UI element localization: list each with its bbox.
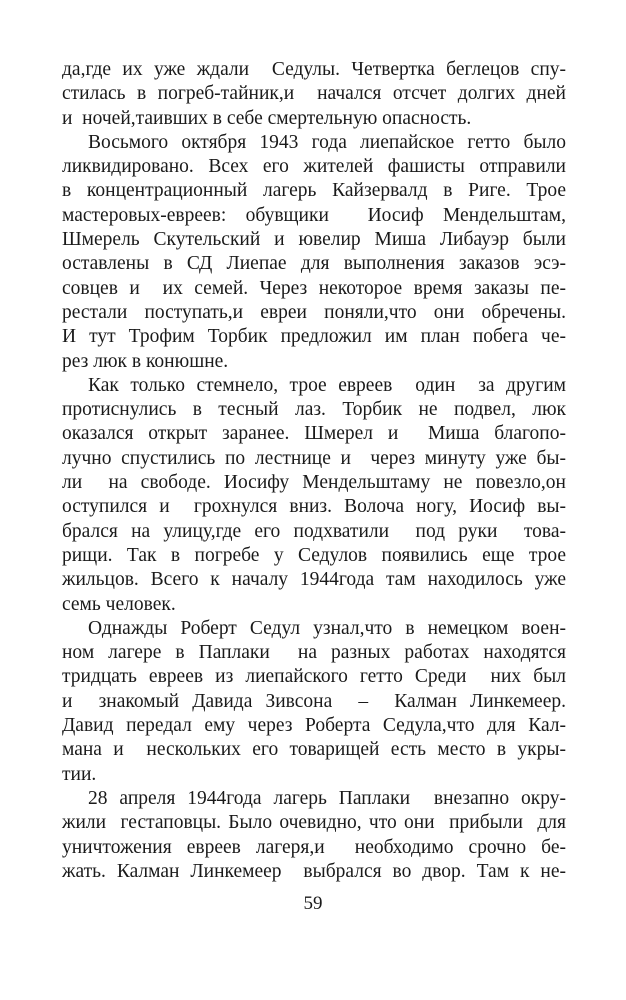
text-line: Однажды Роберт Седул узнал,что в немецком воен-: [88, 617, 566, 639]
text-line: Шмерель Скутельский и ювелир Миша Либауэр были: [62, 229, 566, 251]
text-line: в концентрационный лагерь Кайзервалд в Риге. Трое: [62, 180, 566, 202]
text-line: да,где их уже ждали Седулы. Четвертка беглецов спу-: [62, 59, 566, 80]
text-line: мастеровых-евреев: обувщики Иосиф Мендельштам,: [62, 204, 566, 226]
text-line: уничтожения евреев лагеря,и необходимо срочно бе-: [62, 836, 566, 858]
text-line: 28 апреля 1944года лагерь Паплаки внезапно окру-: [88, 787, 566, 809]
text-line: рищи. Так в погребе у Седулов появились еще трое: [62, 544, 566, 566]
text-line: оказался открыт заранее. Шмерел и Миша благопо-: [62, 423, 566, 445]
text-line: оставлены в СД Лиепае для выполнения заказов эсэ-: [62, 253, 566, 275]
text-line: протиснулись в тесный лаз. Торбик не подвел, люк: [62, 399, 566, 421]
text-line: И тут Трофим Торбик предложил им план побега че-: [62, 326, 566, 348]
text-line: ном лагере в Паплаки на разных работах находятся: [62, 642, 566, 664]
text-line: Восьмого октября 1943 года лиепайское гетто было: [88, 131, 566, 153]
text-line: семь человек.: [62, 593, 176, 615]
text-line: и ночей,таивших в себе смертельную опасность.: [62, 107, 472, 129]
text-line: жать. Калман Линкемеер выбрался во двор. Там к не-: [62, 860, 566, 882]
text-line: рез люк в конюшне.: [62, 350, 229, 372]
text-line: тии.: [62, 763, 97, 785]
body-text: [62, 58, 566, 884]
text-line: стилась в погреб-тайник,и начался отсчет долгих дней: [62, 83, 566, 105]
text-line: совцев и их семей. Через некоторое время заказы пе-: [62, 277, 566, 299]
text-line: тридцать евреев из лиепайского гетто Среди них был: [62, 666, 566, 688]
text-line: и знакомый Давида Зивсона – Калман Линкемеер.: [62, 690, 566, 712]
text-line: ликвидировано. Всех его жителей фашисты отправили: [62, 156, 566, 178]
text-line: лучно спустились по лестнице и через минуту уже бы-: [62, 447, 566, 469]
page-number: 59: [303, 893, 323, 914]
text-line: брался на улицу,где его подхватили под руки това-: [62, 520, 566, 542]
text-line: ли на свободе. Иосифу Мендельштаму не повезло,он: [62, 472, 566, 494]
text-line: рестали поступать,и евреи поняли,что они обречены.: [62, 301, 566, 323]
text-line: мана и нескольких его товарищей есть место в укры-: [62, 739, 566, 761]
text-line: оступился и грохнулся вниз. Волоча ногу, Иосиф вы-: [62, 496, 566, 518]
text-line: Давид передал ему через Роберта Седула,что для Кал-: [62, 715, 566, 737]
text-line: жили гестаповцы. Было очевидно, что они прибыли для: [62, 812, 566, 834]
text-line: жильцов. Всего к началу 1944года там находилось уже: [62, 569, 566, 591]
text-line: Как только стемнело, трое евреев один за другим: [88, 374, 566, 396]
